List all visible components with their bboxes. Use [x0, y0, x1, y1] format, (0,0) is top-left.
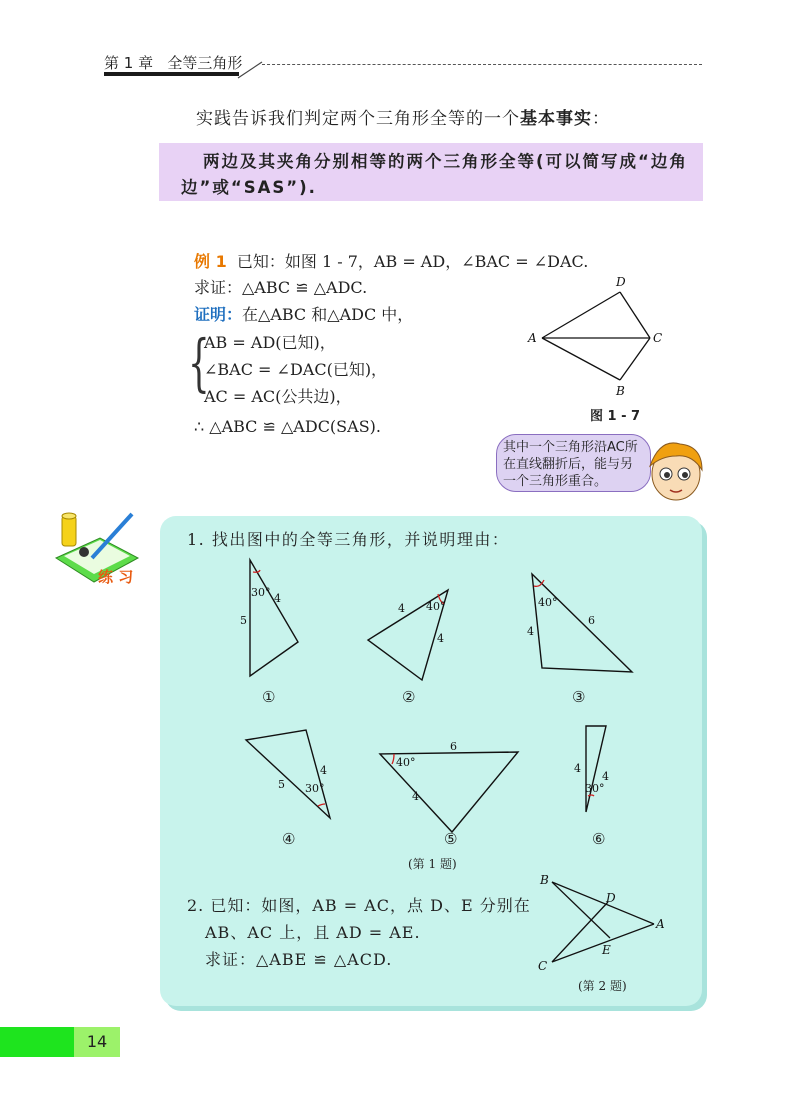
page-number: 14	[74, 1027, 120, 1057]
figure-caption: 图 1 - 7	[590, 409, 641, 424]
q1-caption: (第 1 题)	[408, 857, 457, 870]
q2-point-c: C	[538, 959, 548, 973]
t3-number: ③	[572, 688, 586, 706]
t2-side-b: 4	[437, 632, 444, 645]
chapter-header	[104, 52, 242, 73]
t1-side-a: 4	[274, 592, 281, 605]
t1-side-b: 5	[240, 614, 247, 627]
t4-angle: 30°	[305, 782, 325, 795]
triangles-figure	[160, 550, 700, 870]
point-b-label: B	[616, 384, 625, 398]
t1-angle: 30°	[251, 586, 271, 599]
t3-side-a: 6	[588, 614, 595, 627]
t1-number: ①	[262, 688, 276, 706]
header-dashed-rule	[262, 64, 702, 65]
t4-side-b: 5	[278, 778, 285, 791]
point-c-label: C	[653, 331, 663, 345]
t2-angle: 40°	[426, 600, 446, 613]
figure-1-7	[520, 270, 670, 405]
sas-fact-box	[159, 143, 703, 201]
triangle-3	[532, 574, 632, 672]
t5-side-a: 6	[450, 740, 457, 753]
q2-point-a: A	[656, 917, 665, 931]
proof-line-1: AB = AD(已知)，	[204, 333, 336, 352]
proof-intro: 证明：在△ABC 和△ADC 中，	[194, 305, 414, 324]
chapter-number: 第 1 章	[104, 54, 154, 72]
question-1: 1. 找出图中的全等三角形，并说明理由：	[187, 530, 510, 549]
t3-angle: 40°	[538, 596, 558, 609]
t5-angle: 40°	[396, 756, 416, 769]
q2-point-b: B	[540, 873, 549, 887]
question-2: 2. 已知：如图，AB = AC，点 D、E 分别在 AB、AC 上，且 AD = AE. 求证：△ABE ≌ △ACD.	[187, 896, 531, 969]
sas-fact-text: 两边及其夹角分别相等的两个三角形全等(可以简写成“边角边”或“SAS”).	[181, 152, 688, 197]
point-a-label: A	[528, 331, 537, 345]
triangle-4	[246, 730, 330, 818]
t5-number: ⑤	[444, 830, 458, 848]
example-label: 例 1	[194, 252, 227, 271]
figure-question-2	[532, 866, 682, 996]
triangle-1	[250, 560, 298, 676]
proof-label: 证明：	[194, 305, 243, 324]
chapter-title: 全等三角形	[167, 54, 243, 72]
intro-sentence: 实践告诉我们判定两个三角形全等的一个基本事实：	[196, 109, 610, 129]
intro-bold: 基本事实	[520, 109, 592, 129]
t4-number: ④	[282, 830, 296, 848]
t6-side-a: 4	[574, 762, 581, 775]
example-given: 例 1 已知：如图 1 - 7，AB = AD，∠BAC = ∠DAC.	[194, 252, 589, 271]
proof-line-3: AC = AC(公共边)，	[204, 387, 352, 406]
proof-line-2: ∠BAC = ∠DAC(已知)，	[204, 360, 388, 379]
t3-side-b: 4	[527, 625, 534, 638]
student-cartoon-icon	[640, 436, 712, 506]
triangle-6	[586, 726, 606, 812]
q2-caption: (第 2 题)	[578, 979, 627, 993]
q2-point-e: E	[602, 943, 611, 957]
proof-brace: {	[188, 326, 210, 399]
proof-conclusion: ∴ △ABC ≌ △ADC(SAS).	[194, 417, 381, 436]
point-d-label: D	[616, 275, 626, 289]
page-number-bar	[0, 1027, 74, 1057]
t4-side-a: 4	[320, 764, 327, 777]
header-slash	[236, 60, 266, 80]
header-underline	[104, 72, 239, 76]
t6-angle: 30°	[585, 782, 605, 795]
t2-side-a: 4	[398, 602, 405, 615]
exercise-label: 练 习	[98, 568, 134, 586]
t6-number: ⑥	[592, 830, 606, 848]
hint-bubble: 其中一个三角形沿AC所在直线翻折后，能与另一个三角形重合。	[496, 434, 651, 492]
t6-side-b: 4	[602, 770, 609, 783]
example-prove: 求证：△ABC ≌ △ADC.	[194, 278, 368, 297]
t5-side-b: 4	[412, 790, 419, 803]
t2-number: ②	[402, 688, 416, 706]
q2-point-d: D	[606, 891, 616, 905]
